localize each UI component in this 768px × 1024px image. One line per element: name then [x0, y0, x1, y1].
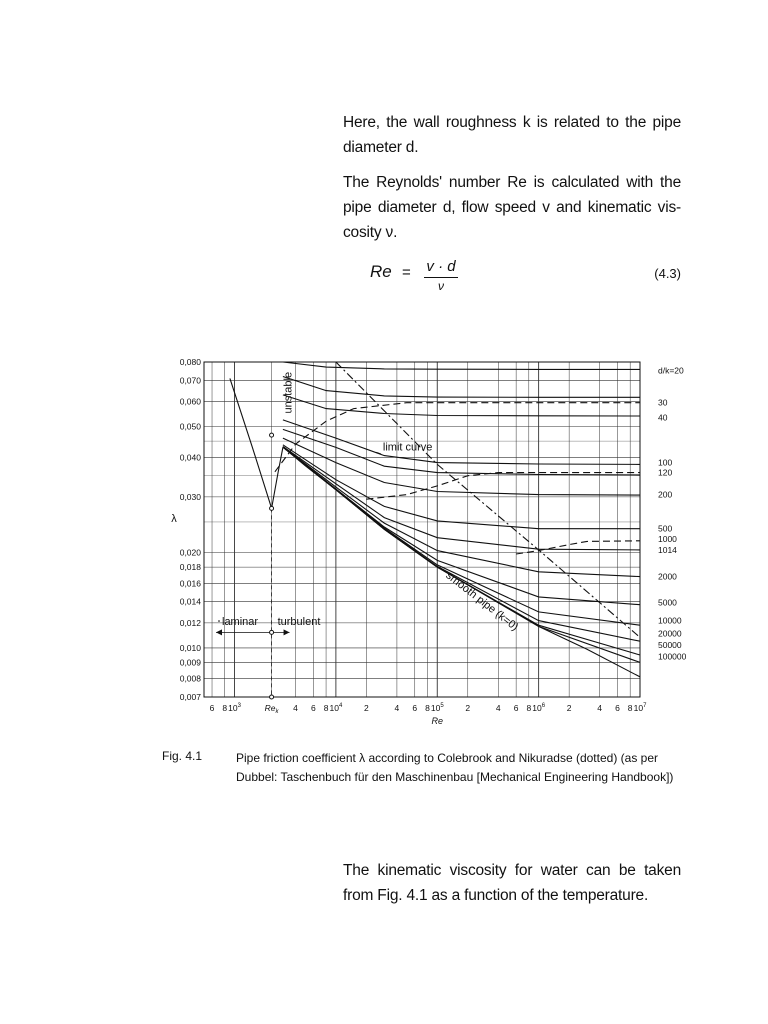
- fraction-bar: [424, 277, 458, 278]
- roughness-label: 120: [658, 467, 673, 478]
- roughness-label: d/k=20: [658, 365, 684, 376]
- x-tick-label: $10^7$: [633, 703, 647, 713]
- reynolds-paragraph: The Reynolds' number Re is calculated with the pipe diameter d, flow speed v and kinematic vis-cosity ν.: [343, 174, 681, 241]
- y-tick-label: 0,010: [179, 642, 201, 653]
- unstable-label: unstable: [282, 371, 295, 414]
- y-tick-label: 0,007: [179, 692, 201, 702]
- friction-curve: [283, 429, 640, 475]
- plot-frame: [204, 362, 640, 697]
- smooth-pipe-label: smooth pipe (k=0): [443, 569, 521, 634]
- friction-curve: [283, 438, 640, 495]
- y-tick-label: 0,070: [179, 375, 201, 386]
- nikuradse-dotted-curve: [275, 403, 640, 472]
- x-tick-label: 2: [364, 703, 369, 713]
- y-tick-label: 0,030: [179, 491, 201, 502]
- x-tick-label: 8: [526, 703, 532, 713]
- x-tick-label: $10^4$: [329, 703, 343, 713]
- x-tick-label: 6: [513, 703, 519, 713]
- x-tick-label: 8: [323, 703, 329, 713]
- intro-paragraph: Here, the wall roughness k is related to the pipe diameter d.: [343, 114, 681, 156]
- friction-curve: [283, 447, 640, 625]
- y-tick-label: 0,050: [179, 421, 201, 432]
- x-tick-label: $10^3$: [228, 703, 241, 713]
- y-axis-label: λ: [171, 512, 177, 525]
- regime-arrowhead-right: [284, 629, 290, 635]
- equation-4-3: [340, 258, 685, 306]
- friction-curve: [283, 447, 640, 641]
- limit-curve-label: limit curve: [382, 441, 433, 454]
- equation-lhs: Re: [370, 262, 392, 281]
- critical-point-arrow: [270, 630, 274, 634]
- turbulent-label: turbulent: [277, 616, 321, 629]
- regime-arrowhead-left: [216, 629, 222, 635]
- laminar-label: laminar: [222, 616, 259, 629]
- critical-point-axis: [270, 695, 274, 699]
- roughness-label: 40: [658, 412, 668, 423]
- y-tick-label: 0,009: [179, 657, 201, 668]
- roughness-label: 100000: [658, 651, 687, 662]
- friction-curve: [283, 447, 640, 677]
- roughness-label: 2000: [658, 571, 677, 582]
- viscosity-paragraph: The kinematic viscosity for water can be taken from Fig. 4.1 as a function of the temperature.: [343, 862, 681, 904]
- nikuradse-dotted-curve: [516, 541, 640, 554]
- roughness-label: 200: [658, 489, 673, 500]
- figure-label: Fig. 4.1: [162, 749, 203, 763]
- friction-curve: [283, 446, 640, 550]
- x-tick-label: 8: [222, 703, 228, 713]
- x-tick-label: 4: [394, 703, 400, 713]
- x-tick-label: $Re_k$: [264, 703, 279, 715]
- x-tick-label: $10^6$: [532, 703, 546, 713]
- roughness-label: 30: [658, 397, 668, 408]
- roughness-label: 20000: [658, 628, 682, 639]
- friction-curve: [272, 447, 283, 508]
- x-tick-label: 8: [425, 703, 430, 713]
- roughness-label: 1000: [658, 533, 677, 544]
- x-tick-label: 2: [566, 703, 572, 713]
- y-tick-label: 0,020: [179, 547, 201, 558]
- critical-point-low: [270, 506, 274, 510]
- friction-curve: [230, 378, 272, 508]
- x-tick-label: 4: [293, 703, 298, 713]
- figure-caption: Pipe friction coefficient λ according to Colebrook and Nikuradse (dotted) (as per Dubbel: Taschenbuch für den Maschinenbau [Mechanical Engineering Handbook]): [236, 751, 674, 784]
- equation-numerator: v · d: [426, 258, 456, 275]
- roughness-label: 500: [658, 523, 673, 534]
- y-tick-label: 0,060: [179, 396, 201, 407]
- friction-curve: [283, 395, 640, 416]
- x-tick-label: $10^5$: [430, 703, 444, 713]
- y-tick-label: 0,018: [179, 562, 201, 573]
- friction-chart: [160, 345, 687, 735]
- equation-equals: =: [402, 264, 411, 281]
- x-tick-label: 4: [495, 703, 501, 713]
- y-tick-label: 0,012: [179, 617, 201, 628]
- x-tick-label: 6: [311, 703, 316, 713]
- equation-denominator: ν: [438, 279, 444, 293]
- equation-fraction: [424, 258, 458, 293]
- x-tick-label: 2: [465, 703, 471, 713]
- y-tick-label: 0,008: [179, 673, 201, 684]
- x-axis-label: Re: [431, 716, 444, 726]
- y-tick-label: 0,016: [179, 578, 201, 589]
- friction-curve: [283, 447, 640, 655]
- roughness-label: 100: [658, 457, 673, 468]
- friction-curve: [283, 377, 640, 398]
- critical-point-high: [270, 433, 274, 437]
- y-tick-label: 0,014: [179, 596, 201, 607]
- x-tick-label: 8: [627, 703, 633, 713]
- roughness-label: 1014: [658, 544, 677, 555]
- x-tick-label: 4: [597, 703, 603, 713]
- x-tick-label: 6: [615, 703, 620, 713]
- roughness-label: 10000: [658, 615, 682, 626]
- roughness-label: 5000: [658, 597, 677, 608]
- equation-number: (4.3): [654, 266, 681, 281]
- x-tick-label: 6: [412, 703, 418, 713]
- x-tick-label: 6: [209, 703, 215, 713]
- roughness-label: 50000: [658, 640, 682, 651]
- friction-curve: [283, 447, 640, 577]
- y-tick-label: 0,080: [179, 357, 201, 367]
- y-tick-label: 0,040: [179, 452, 201, 463]
